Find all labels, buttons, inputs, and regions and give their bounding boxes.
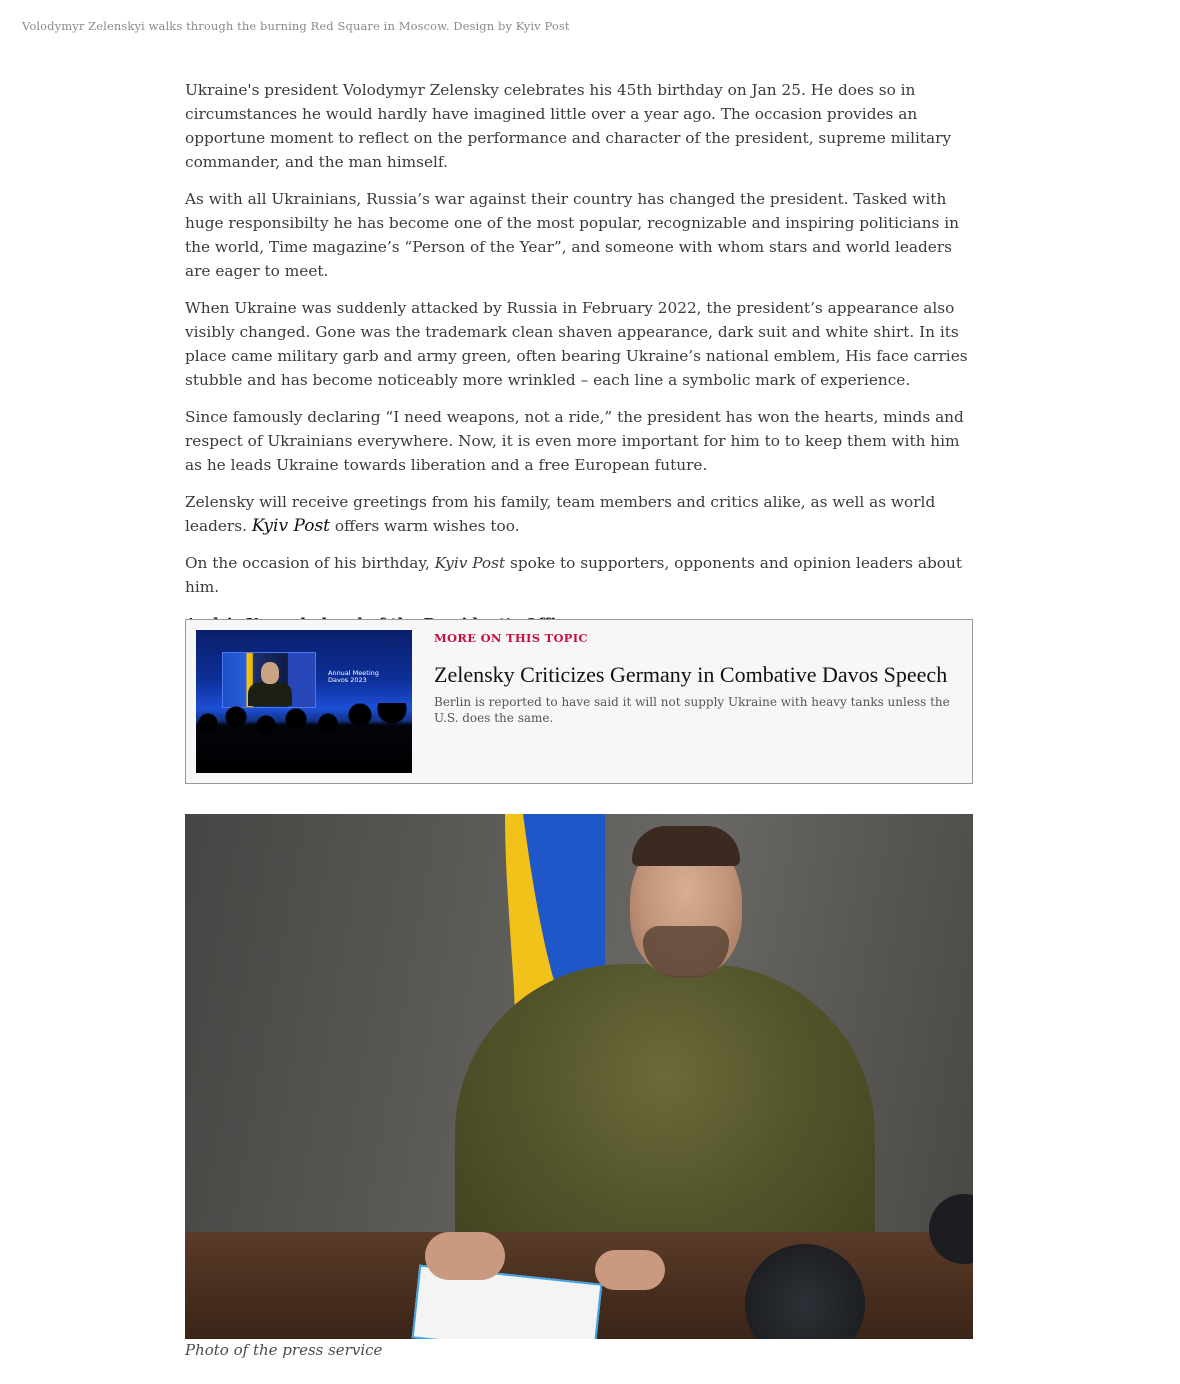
person-left-hand [425, 1232, 505, 1280]
article-paragraph: Since famously declaring “I need weapons, not a ride,” the president has won the hearts, minds and respect of Ukrainians everywhere. Now, it is even more important for him to to keep them with him as he leads Ukraine towards liberation and a free European future. [185, 408, 964, 474]
audience-silhouettes [196, 703, 412, 773]
related-article-title[interactable]: Zelensky Criticizes Germany in Combative Davos Speech [434, 662, 948, 687]
article-body [185, 78, 975, 649]
paragraph-text: spoke to supporters, opponents and opinion leaders about him. [185, 554, 962, 596]
related-article-thumbnail[interactable] [196, 630, 412, 773]
publication-name: Kyiv Post [251, 516, 331, 536]
more-on-topic-label: MORE ON THIS TOPIC [434, 631, 588, 645]
article-photo [185, 814, 973, 1339]
publication-name: Kyiv Post [434, 554, 506, 572]
article-paragraph: When Ukraine was suddenly attacked by Russia in February 2022, the president’s appearance also visibly changed. Gone was the trademark clean shaven appearance, dark suit and white shirt. In its place came military garb and army green, often bearing Ukraine’s national emblem, His face carries stubble and has become noticeably more wrinkled – each line a symbolic mark of experience. [185, 299, 968, 389]
article-paragraph: As with all Ukrainians, Russia’s war against their country has changed the president. Tasked with huge responsibilty he has become one of the most popular, recognizable and inspiring politicians in the world, Time magazine’s “Person of the Year”, and someone with whom stars and world leaders are eager to meet. [185, 190, 959, 280]
davos-sign-line: Annual Meeting [328, 669, 379, 677]
photo-caption: Photo of the press service [185, 1341, 383, 1359]
person-right-hand [595, 1250, 665, 1290]
related-article-card[interactable] [185, 619, 973, 784]
davos-sign [328, 670, 379, 684]
person-hair [632, 826, 740, 866]
related-article-summary: Berlin is reported to have said it will not supply Ukraine with heavy tanks unless the U.S. does the same. [434, 695, 950, 725]
article-paragraph: Ukraine's president Volodymyr Zelensky celebrates his 45th birthday on Jan 25. He does so in circumstances he would hardly have imagined little over a year ago. The occasion provides an opportune moment to reflect on the performance and character of the president, supreme military commander, and the man himself. [185, 81, 952, 171]
article-paragraph [185, 490, 975, 538]
speaker-head [261, 662, 279, 684]
paragraph-text: On the occasion of his birthday, [185, 554, 435, 572]
article-paragraph [185, 551, 975, 599]
davos-sign-line: Davos 2023 [328, 676, 367, 684]
hero-image-caption: Volodymyr Zelenskyi walks through the burning Red Square in Moscow. Design by Kyiv Post [22, 19, 570, 33]
paragraph-text: Zelensky will receive greetings from his family, team members and critics alike, as well as world leaders. [185, 493, 936, 535]
paragraph-text: offers warm wishes too. [330, 517, 520, 535]
